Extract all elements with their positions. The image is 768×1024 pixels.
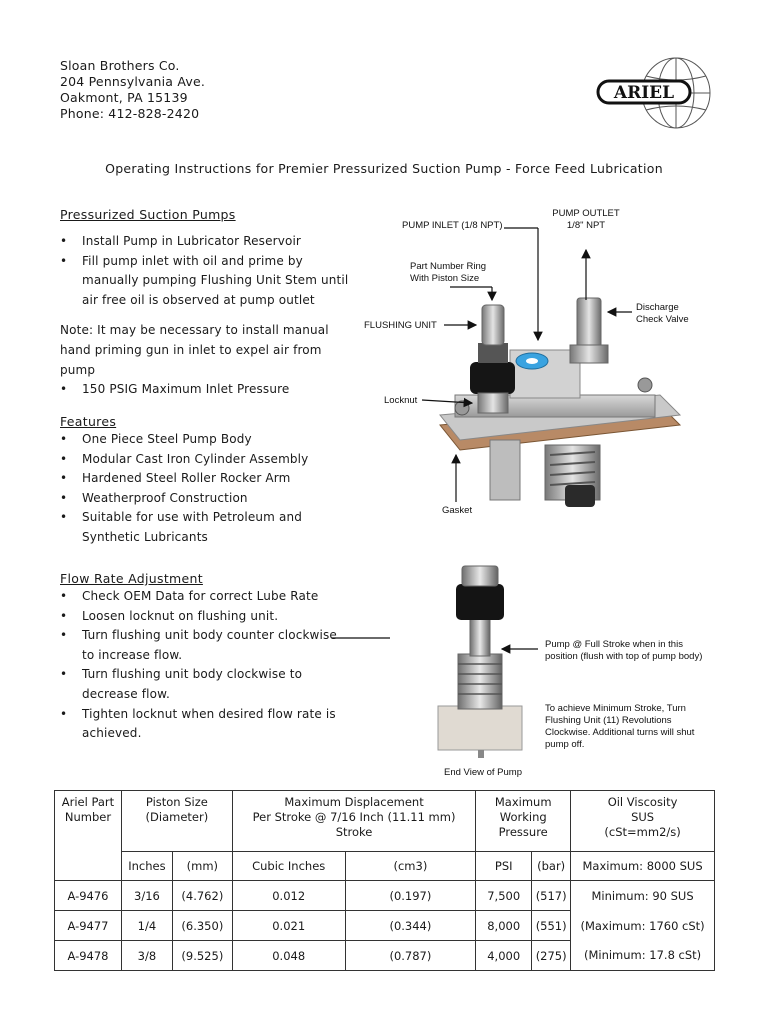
header-part	[55, 791, 122, 881]
table-row	[55, 911, 715, 941]
cell-cubic: 0.048	[232, 941, 345, 971]
company-street: 204 Pennsylvania Ave.	[60, 74, 206, 89]
cell-part: A-9477	[55, 911, 122, 941]
cell-cm3: (0.344)	[345, 911, 476, 941]
page-title: Operating Instructions for Premier Pressurized Suction Pump - Force Feed Lubrication	[105, 161, 663, 176]
viscosity-min-cst: (Minimum: 17.8 cSt)	[571, 941, 715, 971]
label-pump-inlet: PUMP INLET (1/8 NPT)	[402, 220, 503, 231]
header-text: Working	[499, 810, 547, 824]
header-text: Pressure	[498, 825, 548, 839]
list-item: • Turn flushing unit body counter clockwise to increase flow.	[60, 626, 350, 665]
cell-part: A-9478	[55, 941, 122, 971]
label-part-ring-2: With Piston Size	[410, 273, 480, 284]
label-min-stroke-1: To achieve Minimum Stroke, Turn	[545, 703, 686, 714]
specs-table	[54, 790, 715, 971]
label-part-ring: Part Number Ring	[410, 261, 487, 272]
header-text: Stroke	[335, 825, 373, 839]
header-text: (Diameter)	[145, 810, 209, 824]
cell-cubic: 0.012	[232, 881, 345, 911]
cell-mm: (6.350)	[172, 911, 232, 941]
header-pressure	[476, 791, 571, 852]
viscosity-max: Maximum: 8000 SUS	[571, 852, 715, 881]
cell-part: A-9476	[55, 881, 122, 911]
list-item: • Install Pump in Lubricator Reservoir	[60, 232, 360, 252]
pump-photo	[440, 298, 680, 507]
header-piston	[121, 791, 232, 852]
cell-mm: (4.762)	[172, 881, 232, 911]
table-header-row	[55, 791, 715, 852]
viscosity-min: Minimum: 90 SUS	[571, 881, 715, 911]
company-name: Sloan Brothers Co.	[60, 58, 180, 73]
header-text: Number	[64, 810, 112, 824]
label-min-stroke-3: Clockwise. Additional turns will shut	[545, 727, 695, 738]
header-text: SUS	[631, 810, 655, 824]
bullet-list	[60, 380, 360, 400]
header-text: (cSt=mm2/s)	[604, 825, 681, 839]
cell-psi: 8,000	[476, 911, 532, 941]
header-text: Ariel Part	[61, 795, 115, 809]
bullet-list	[60, 232, 360, 310]
company-city: Oakmont, PA 15139	[60, 90, 188, 105]
subheader-mm: (mm)	[172, 852, 232, 881]
header-text: Maximum Displacement	[284, 795, 424, 809]
section-heading: Pressurized Suction Pumps	[60, 207, 236, 222]
section-heading: Features	[60, 414, 117, 429]
subheader-psi: PSI	[476, 852, 532, 881]
end-view-photo	[438, 566, 522, 758]
list-item: • Check OEM Data for correct Lube Rate	[60, 587, 350, 607]
cell-psi: 4,000	[476, 941, 532, 971]
list-item: • Turn flushing unit body clockwise to decrease flow.	[60, 665, 350, 704]
label-min-stroke-2: Flushing Unit (11) Revolutions	[545, 715, 672, 726]
bullet-list	[60, 430, 360, 548]
list-item: • Hardened Steel Roller Rocker Arm	[60, 469, 360, 489]
cell-inches: 1/4	[121, 911, 172, 941]
section-flow	[60, 571, 350, 744]
bullet-list	[60, 587, 350, 744]
header-text: Piston Size	[145, 795, 208, 809]
list-item: • Suitable for use with Petroleum and Synthetic Lubricants	[60, 508, 360, 547]
viscosity-max-cst: (Maximum: 1760 cSt)	[571, 911, 715, 941]
label-flushing-unit: FLUSHING UNIT	[364, 320, 437, 331]
list-item: • Fill pump inlet with oil and prime by manually pumping Flushing Unit Stem until air free oil is observed at pump outlet	[60, 252, 360, 311]
cell-bar: (517)	[532, 881, 571, 911]
header-viscosity	[571, 791, 715, 852]
end-view-diagram	[330, 556, 750, 782]
subheader-cubic: Cubic Inches	[232, 852, 345, 881]
cell-inches: 3/16	[121, 881, 172, 911]
section-pressurized	[60, 207, 360, 400]
list-item: • Loosen locknut on flushing unit.	[60, 607, 350, 627]
label-full-stroke: Pump @ Full Stroke when in this	[545, 639, 683, 650]
company-address	[60, 58, 205, 122]
label-check-valve: Check Valve	[636, 314, 689, 325]
list-item: • Weatherproof Construction	[60, 489, 360, 509]
section-features	[60, 414, 360, 548]
header-text: Oil Viscosity	[607, 795, 678, 809]
header-displacement	[232, 791, 475, 852]
label-min-stroke-4: pump off.	[545, 739, 585, 750]
cell-cubic: 0.021	[232, 911, 345, 941]
label-locknut: Locknut	[384, 395, 418, 406]
list-item: • 150 PSIG Maximum Inlet Pressure	[60, 380, 360, 400]
cell-inches: 3/8	[121, 941, 172, 971]
table-row	[55, 941, 715, 971]
label-end-view: End View of Pump	[444, 767, 522, 778]
subheader-bar: (bar)	[532, 852, 571, 881]
header-text: Per Stroke @ 7/16 Inch (11.11 mm)	[252, 810, 456, 824]
note-text: Note: It may be necessary to install manual hand priming gun in inlet to expel air from pump	[60, 323, 329, 377]
cell-cm3: (0.787)	[345, 941, 476, 971]
cell-psi: 7,500	[476, 881, 532, 911]
list-item: • Tighten locknut when desired flow rate is achieved.	[60, 705, 350, 744]
table-row	[55, 881, 715, 911]
cell-bar: (275)	[532, 941, 571, 971]
ariel-logo	[592, 56, 712, 130]
list-item: • Modular Cast Iron Cylinder Assembly	[60, 450, 360, 470]
cell-mm: (9.525)	[172, 941, 232, 971]
logo-text: ARIEL	[613, 83, 675, 103]
subheader-cm3: (cm3)	[345, 852, 476, 881]
section-heading: Flow Rate Adjustment	[60, 571, 203, 586]
label-pump-outlet-size: 1/8" NPT	[566, 220, 606, 231]
label-gasket: Gasket	[442, 505, 473, 516]
company-phone: Phone: 412-828-2420	[60, 106, 200, 121]
table-subheader-row	[55, 852, 715, 881]
cell-bar: (551)	[532, 911, 571, 941]
label-discharge: Discharge	[636, 302, 679, 313]
pump-diagram	[360, 200, 760, 530]
header-text: Maximum	[494, 795, 552, 809]
list-item: • One Piece Steel Pump Body	[60, 430, 360, 450]
label-pump-outlet: PUMP OUTLET	[552, 208, 620, 219]
label-full-stroke-2: position (flush with top of pump body)	[545, 651, 703, 662]
cell-cm3: (0.197)	[345, 881, 476, 911]
subheader-inches: Inches	[121, 852, 172, 881]
